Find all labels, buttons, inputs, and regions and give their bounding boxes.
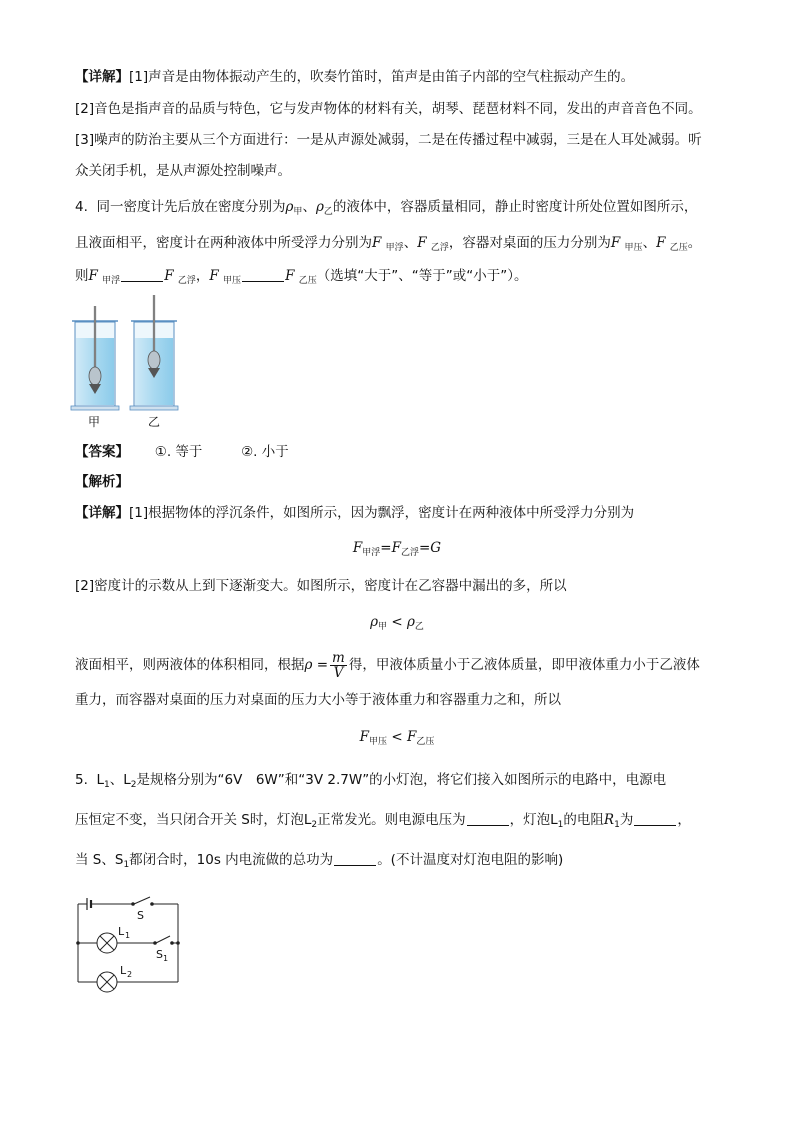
- hydrometer-figure: [68, 290, 188, 430]
- blank-4: [634, 811, 676, 826]
- detail-line-3: [3]噪声的防治主要从三个方面进行：一是从声源处减弱，二是在传播过程中减弱，三是在人耳处减弱。听: [75, 132, 702, 148]
- svg-text:2: 2: [127, 970, 133, 979]
- answer-tag: 【答案】: [75, 444, 129, 460]
- analysis-line-3: 液面相平，则两液体的体积相同，根据ρ = $\frac{m}{V}$ 得，甲液体质量小于乙液体质量，即甲液体重力小于乙液体: [75, 649, 700, 681]
- detail-line-1: 【详解】[1]声音是由物体振动产生的，吹奏竹笛时，笛声是由笛子内部的空气柱振动产生的。: [75, 69, 635, 85]
- q4-number: 4.: [75, 199, 88, 215]
- q4-line-2: 且液面相平，密度计在两种液体中所受浮力分别为F $_{甲浮}$、F $_{乙浮}$，容器对桌面的压力分别为F $_{甲压}$、F $_{乙压}$。: [75, 235, 702, 253]
- q5-line-2: 压恒定不变，当只闭合开关 S时，灯泡$L_2$正常发光。则电源电压为 ，灯泡$L_1$的电阻$R_1$为 ，: [75, 812, 691, 830]
- q4-line-3: 则F $_{甲浮}$ F $_{乙浮}$，F $_{甲压}$ F $_{乙压}$（选填“大于”、“等于”或“小于”）。: [75, 268, 528, 286]
- analysis-tag: 【解析】: [75, 474, 129, 490]
- detail-line-2: [2]音色是指声音的品质与特色，它与发声物体的材料有关，胡琴、琵琶材料不同，发出的声音音色不同。: [75, 101, 702, 117]
- analysis-line-4: 重力，而容器对桌面的压力对桌面的压力大小等于液体重力和容器重力之和，所以: [75, 692, 561, 708]
- label-jia: 甲: [88, 415, 101, 429]
- circuit-diagram: [70, 890, 190, 1000]
- switch-s1-label: S: [156, 948, 163, 961]
- container-jia: [71, 306, 119, 410]
- answer-1: ①. 等于: [154, 444, 203, 460]
- detail-tag: 【详解】: [75, 69, 129, 85]
- container-yi: [130, 295, 178, 410]
- equation-3: $F_{甲压} < F_{乙压}$: [359, 729, 435, 747]
- lamp-l1-label: L: [118, 925, 125, 938]
- density-fraction: $\frac{m}{V}$: [332, 649, 345, 681]
- answer-line: [75, 442, 289, 462]
- blank-5: [334, 851, 376, 866]
- blank-1: [121, 267, 163, 282]
- blank-2: [242, 267, 284, 282]
- equation-1: $F_{甲浮}=F_{乙浮}=G$: [352, 540, 442, 558]
- analysis-line-1: 【详解】[1]根据物体的浮沉条件，如图所示，因为飘浮，密度计在两种液体中所受浮力分别为: [75, 505, 635, 521]
- q5-line-1: 5. $L_1$、$L_2$是规格分别为“6V 6W”和“3V 2.7W”的小灯泡，将它们接入如图所示的电路中，电源电: [75, 772, 667, 790]
- lamp-l2-label: L: [120, 964, 127, 977]
- detail-line-4: 众关闭手机，是从声源处控制噪声。: [75, 163, 291, 179]
- label-yi: 乙: [148, 415, 161, 429]
- answer-2: ②. 小于: [241, 444, 289, 460]
- equation-2: $\rho_甲 < \rho_乙$: [370, 614, 424, 632]
- q5-number: 5.: [75, 772, 88, 788]
- blank-3: [467, 811, 509, 826]
- analysis-line-2: [2]密度计的示数从上到下逐渐变大。如图所示，密度计在乙容器中漏出的多，所以: [75, 578, 567, 594]
- q4-line-1: 4. 同一密度计先后放在密度分别为$\rho_甲$、$\rho_乙$的液体中，容器质量相同，静止时密度计所处位置如图所示，: [75, 199, 698, 217]
- switch-s-label: S: [137, 909, 144, 922]
- q5-line-3: 当 S、$S_1$都闭合时，10s 内电流做的总功为 。(不计温度对灯泡电阻的影响): [75, 852, 564, 870]
- svg-text:1: 1: [163, 954, 169, 963]
- svg-text:1: 1: [125, 931, 131, 940]
